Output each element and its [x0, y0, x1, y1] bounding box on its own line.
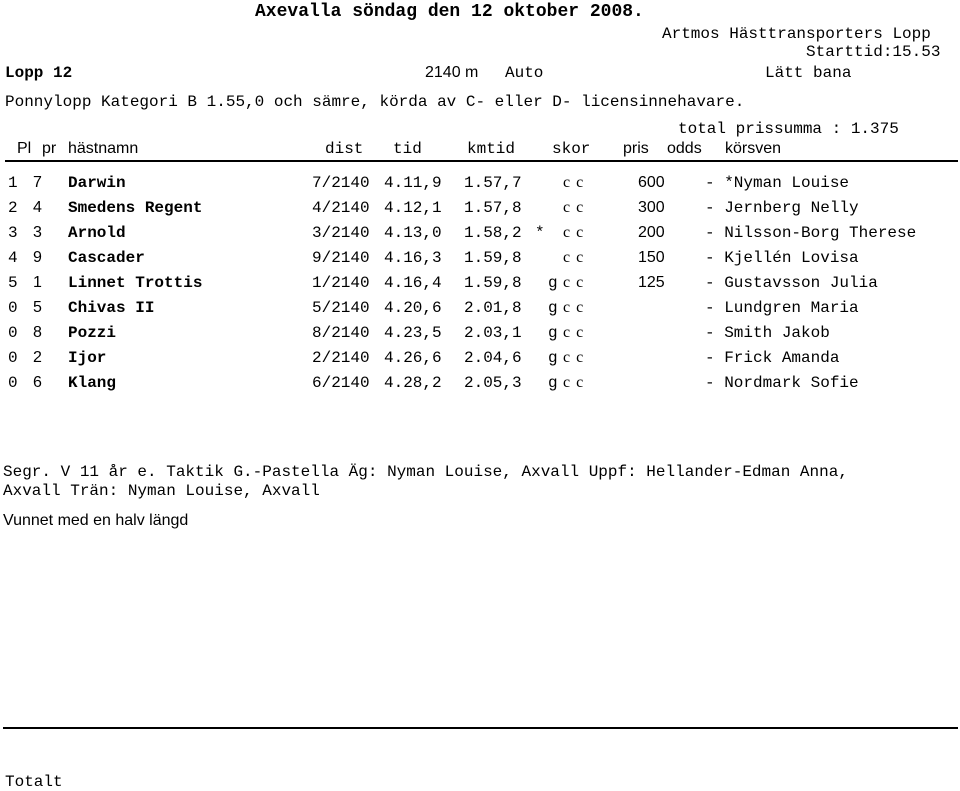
row-post: 9: [33, 249, 42, 266]
row-distance: 3/2140: [312, 224, 370, 242]
row-placement: 2: [8, 199, 18, 217]
row-shoes: c c: [563, 199, 585, 216]
col-shoes: skor: [552, 140, 591, 158]
row-kmtime: 1.59,8: [464, 274, 522, 292]
total-label: Totalt: [5, 773, 63, 791]
row-time: 4.12,1: [384, 199, 442, 217]
row-kmtime: 2.01,8: [464, 299, 522, 317]
row-post: 5: [33, 299, 42, 316]
row-shoes: c c: [563, 349, 585, 366]
col-pl: Pl: [17, 140, 32, 157]
row-distance: 2/2140: [312, 349, 370, 367]
col-driver: körsven: [725, 140, 782, 157]
track-condition: Lätt bana: [765, 64, 852, 82]
table-row: [0, 199, 960, 221]
row-placement: 0: [8, 374, 18, 392]
row-driver: - Nilsson-Borg Therese: [705, 224, 917, 242]
row-horse-name: Klang: [68, 374, 117, 392]
prize-total: total prissumma : 1.375: [678, 120, 899, 138]
table-row: [0, 174, 960, 196]
row-horse-name: Cascader: [68, 249, 145, 267]
row-horse-name: Arnold: [68, 224, 126, 242]
row-time: 4.16,3: [384, 249, 442, 267]
row-shoes: c c: [563, 249, 585, 266]
row-time: 4.26,6: [384, 349, 442, 367]
row-shoes: c c: [563, 274, 585, 291]
row-distance: 8/2140: [312, 324, 370, 342]
row-driver: - Jernberg Nelly: [705, 199, 859, 217]
col-horse: hästnamn: [68, 140, 139, 157]
row-placement: 1: [8, 174, 18, 192]
row-shoes: c c: [563, 224, 585, 241]
row-placement: 4: [8, 249, 18, 267]
winner-info-line1: Segr. V 11 år e. Taktik G.-Pastella Äg: Nyman Louise, Axvall Uppf: Hellander-Edman Anna,: [3, 463, 848, 481]
row-post: 7: [33, 174, 42, 191]
table-row: [0, 274, 960, 296]
row-distance: 7/2140: [312, 174, 370, 192]
row-post: 1: [33, 274, 42, 291]
footer-divider: [3, 727, 958, 729]
row-gallop: g: [548, 324, 558, 342]
row-time: 4.11,9: [384, 174, 442, 192]
row-driver: - Lundgren Maria: [705, 299, 859, 317]
row-distance: 9/2140: [312, 249, 370, 267]
table-row: [0, 249, 960, 271]
row-time: 4.23,5: [384, 324, 442, 342]
table-row: [0, 224, 960, 246]
row-shoes: c c: [563, 174, 585, 191]
row-post: 3: [33, 224, 42, 241]
start-method: Auto: [505, 64, 544, 82]
row-time: 4.13,0: [384, 224, 442, 242]
row-gallop: g: [548, 274, 558, 292]
row-distance: 5/2140: [312, 299, 370, 317]
row-post: 8: [33, 324, 42, 341]
row-time: 4.20,6: [384, 299, 442, 317]
table-row: [0, 324, 960, 346]
start-time: Starttid:15.53: [806, 43, 941, 61]
row-horse-name: Smedens Regent: [68, 199, 203, 217]
row-kmtime: 1.57,7: [464, 174, 522, 192]
row-time: 4.28,2: [384, 374, 442, 392]
row-gallop: g: [548, 349, 558, 367]
col-odds: odds: [667, 140, 702, 157]
row-placement: 3: [8, 224, 18, 242]
row-kmtime: 1.58,2: [464, 224, 522, 242]
table-row: [0, 349, 960, 371]
row-driver: - Gustavsson Julia: [705, 274, 878, 292]
header-divider: [5, 160, 958, 162]
row-gallop: g: [548, 299, 558, 317]
col-prize: pris: [623, 140, 649, 157]
row-distance: 4/2140: [312, 199, 370, 217]
winner-info-line2: Axvall Trän: Nyman Louise, Axvall: [3, 482, 320, 500]
col-dist: dist: [325, 140, 364, 158]
row-placement: 0: [8, 324, 18, 342]
row-placement: 0: [8, 299, 18, 317]
col-kmtime: kmtid: [467, 140, 516, 158]
row-flag: *: [535, 224, 545, 242]
page-title: Axevalla söndag den 12 oktober 2008.: [255, 2, 644, 22]
col-pr: pr: [42, 140, 57, 157]
table-row: [0, 374, 960, 396]
row-horse-name: Darwin: [68, 174, 126, 192]
row-kmtime: 2.05,3: [464, 374, 522, 392]
row-kmtime: 1.57,8: [464, 199, 522, 217]
row-horse-name: Linnet Trottis: [68, 274, 203, 292]
race-distance: 2140 m: [425, 64, 479, 81]
row-distance: 1/2140: [312, 274, 370, 292]
race-conditions: Ponnylopp Kategori B 1.55,0 och sämre, körda av C- eller D- licensinnehavare.: [5, 93, 745, 111]
col-time: tid: [393, 140, 422, 158]
row-post: 4: [33, 199, 42, 216]
row-driver: - Smith Jakob: [705, 324, 830, 342]
row-horse-name: Pozzi: [68, 324, 117, 342]
row-post: 6: [33, 374, 42, 391]
row-prize: 600: [638, 174, 665, 191]
race-name: Artmos Hästtransporters Lopp: [662, 25, 931, 43]
row-prize: 150: [638, 249, 665, 266]
row-driver: - *Nyman Louise: [705, 174, 850, 192]
row-shoes: c c: [563, 324, 585, 341]
row-driver: - Kjellén Lovisa: [705, 249, 859, 267]
row-distance: 6/2140: [312, 374, 370, 392]
row-placement: 5: [8, 274, 18, 292]
row-kmtime: 1.59,8: [464, 249, 522, 267]
row-prize: 200: [638, 224, 665, 241]
row-kmtime: 2.04,6: [464, 349, 522, 367]
row-prize: 125: [638, 274, 665, 291]
row-shoes: c c: [563, 374, 585, 391]
row-driver: - Nordmark Sofie: [705, 374, 859, 392]
row-horse-name: Ijor: [68, 349, 107, 367]
row-gallop: g: [548, 374, 558, 392]
race-label: Lopp 12: [5, 64, 73, 82]
row-time: 4.16,4: [384, 274, 442, 292]
row-kmtime: 2.03,1: [464, 324, 522, 342]
row-horse-name: Chivas II: [68, 299, 155, 317]
row-placement: 0: [8, 349, 18, 367]
row-prize: 300: [638, 199, 665, 216]
winning-margin: Vunnet med en halv längd: [3, 512, 189, 529]
row-shoes: c c: [563, 299, 585, 316]
row-post: 2: [33, 349, 42, 366]
row-driver: - Frick Amanda: [705, 349, 840, 367]
table-row: [0, 299, 960, 321]
